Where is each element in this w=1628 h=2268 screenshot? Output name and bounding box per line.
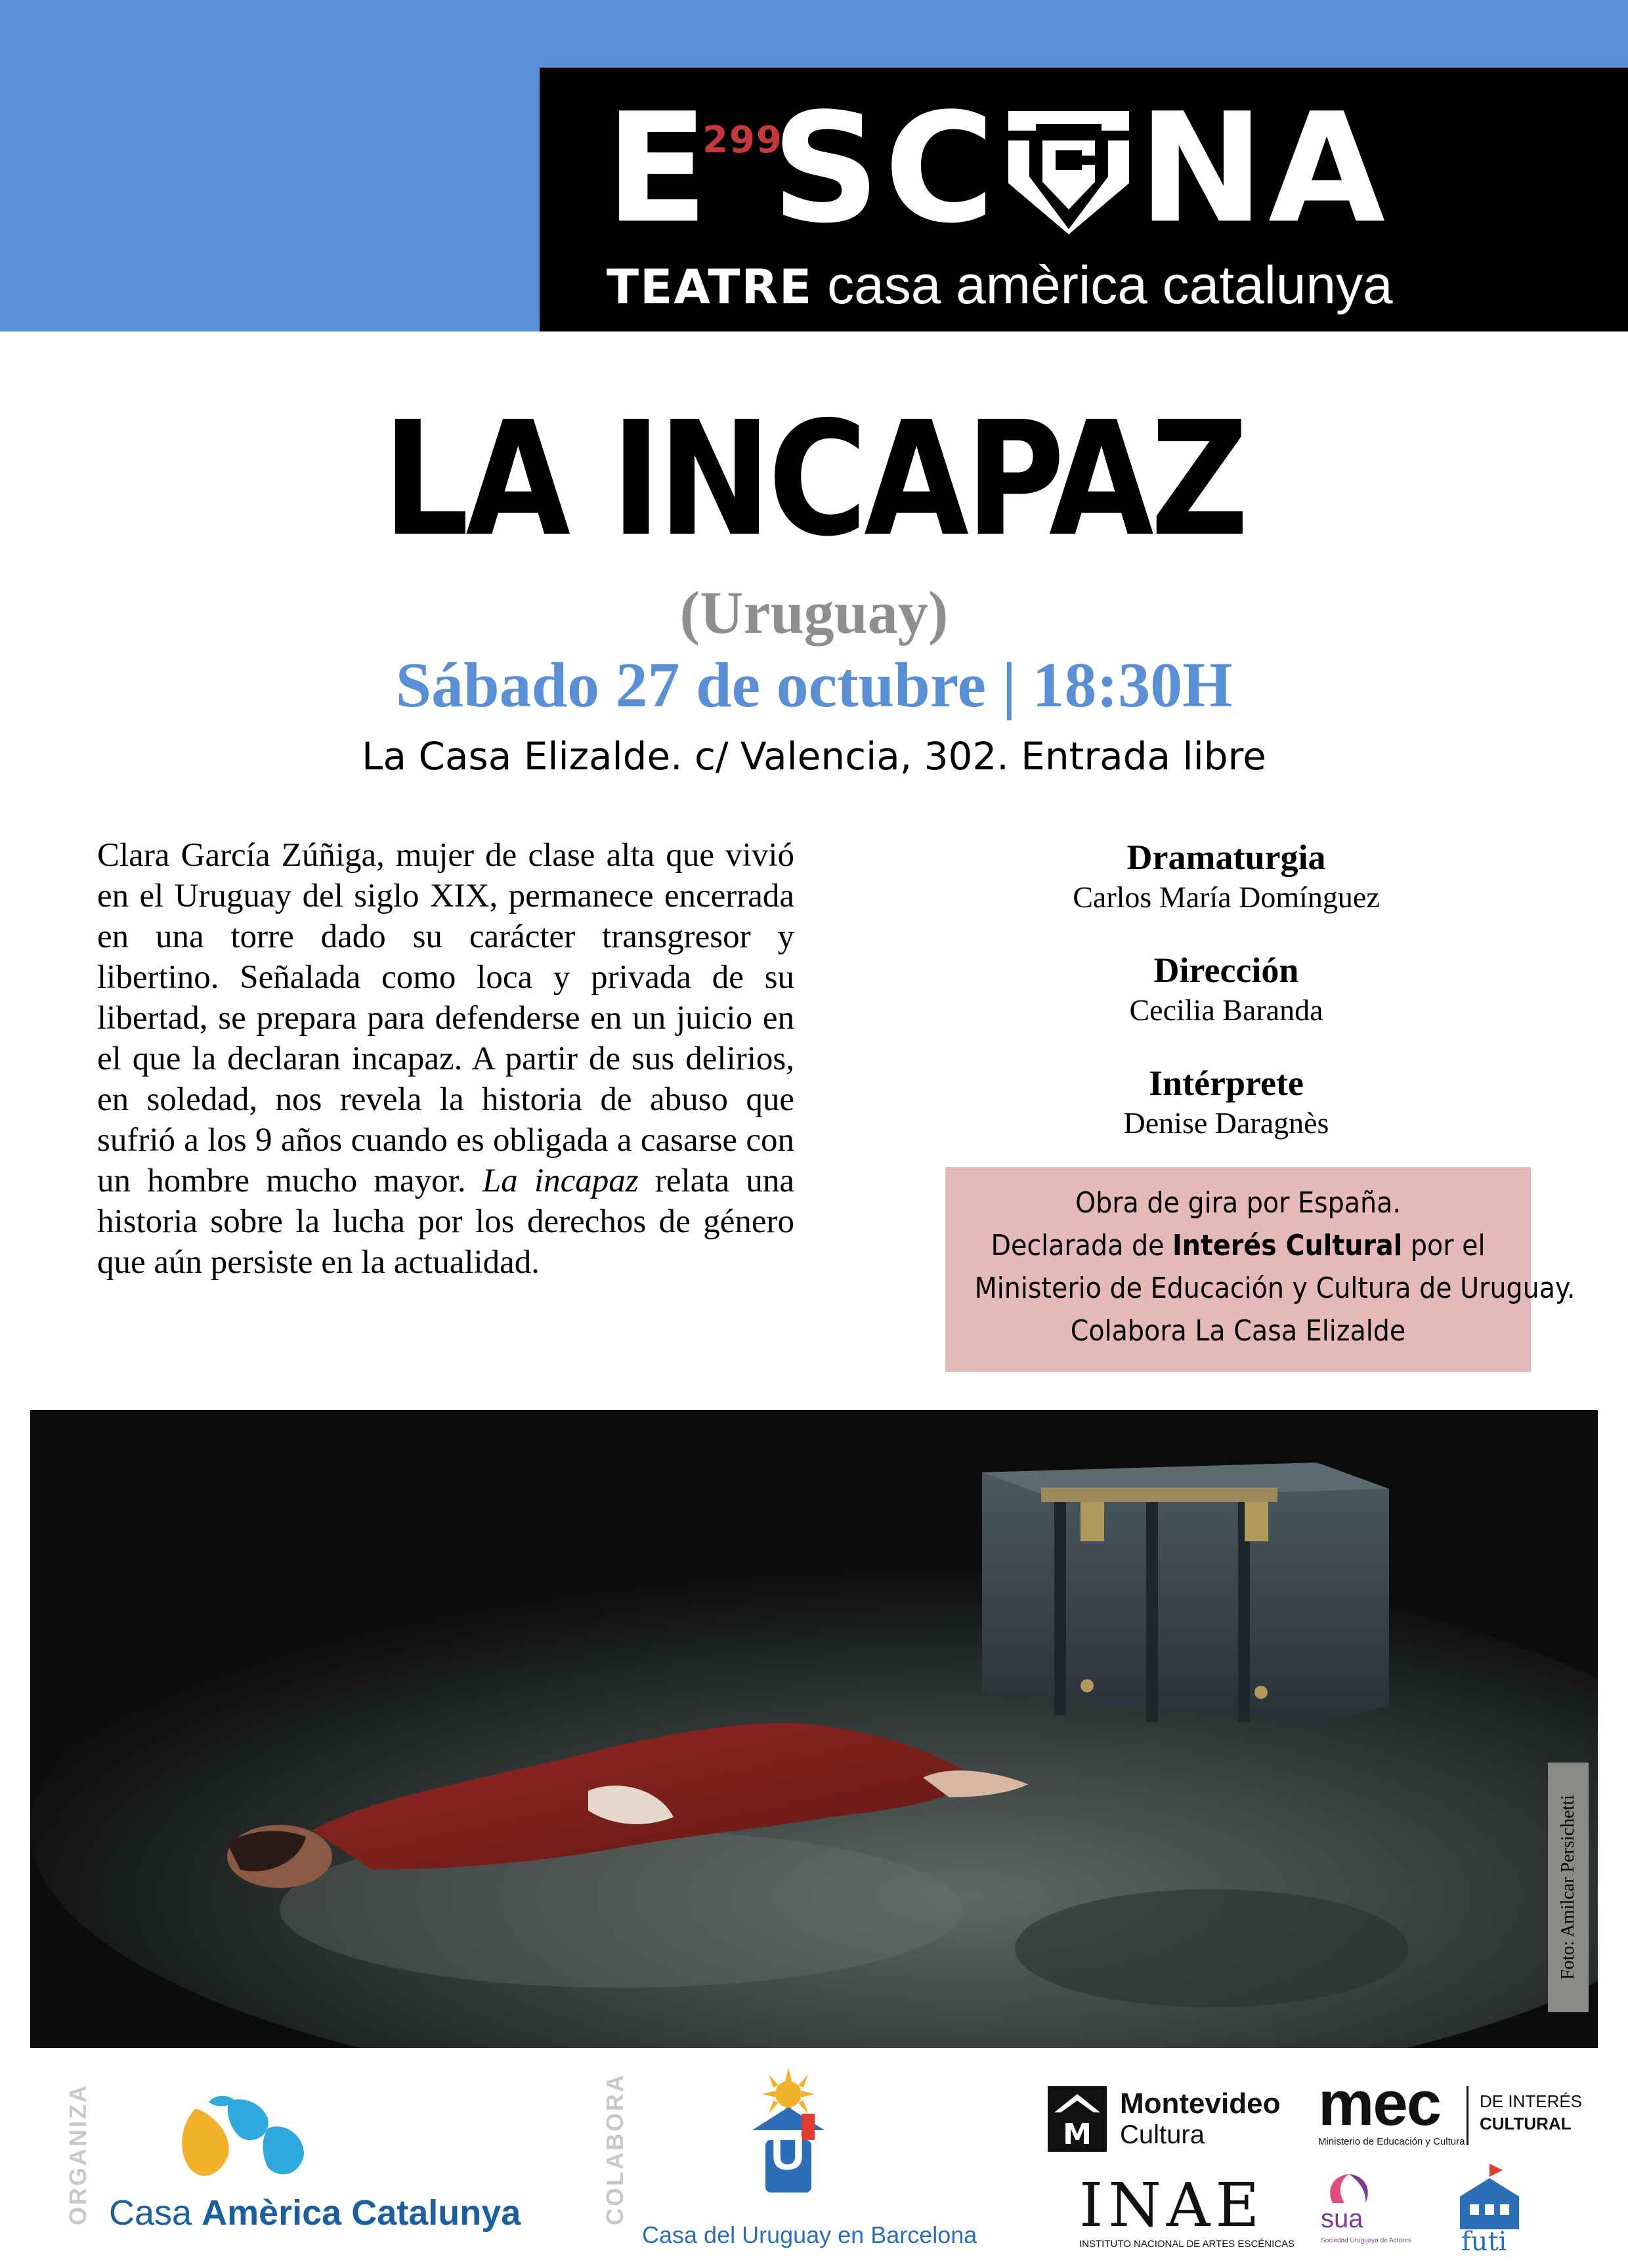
mec-logo: mec (1318, 2068, 1441, 2139)
note-line-3: Ministerio de Educación y Cultura de Uruguay. (974, 1272, 1575, 1305)
note-bold: Interés Cultural (1172, 1229, 1403, 1262)
credit-direccion (964, 949, 1489, 1029)
uruguay-caption: Casa del Uruguay en Barcelona (642, 2221, 977, 2248)
inae-sub: INSTITUTO NACIONAL DE ARTES ESCÉNICAS (1079, 2238, 1295, 2250)
photo-credit: Foto: Amilcar Persichetti (1548, 1763, 1589, 2012)
credit-interprete (964, 1062, 1489, 1142)
escena-glyph-icon (1003, 104, 1134, 236)
sua-logo-icon (1319, 2170, 1379, 2210)
cac-logo-icon (169, 2089, 314, 2194)
credit-role: Dirección (1153, 951, 1299, 990)
logo-letters-sc: SC (771, 81, 999, 257)
mec-right1: DE INTERÉS (1480, 2091, 1583, 2111)
logo-subtitle (607, 255, 1393, 316)
tour-note (945, 1167, 1575, 1372)
sua-logo: sua (1321, 2204, 1363, 2233)
montevideo-logo-icon (1048, 2086, 1107, 2152)
event-date-time: Sábado 27 de octubre | 18:30H (395, 650, 1233, 721)
credit-dramaturgia (964, 836, 1489, 916)
organiza-label: ORGANIZA (64, 2084, 91, 2225)
futi-logo: futi (1461, 2227, 1507, 2257)
logo-sub-rest: casa amèrica catalunya (827, 255, 1393, 315)
note-line-2: Declarada de Interés Cultural por el (991, 1229, 1486, 1262)
note-line-4: Colabora La Casa Elizalde (1070, 1314, 1406, 1348)
synopsis-part2: relata una historia sobre la lucha por los derechos de género que aún persiste en la actualidad. (97, 1163, 795, 1281)
logo-superscript: 299 (702, 119, 783, 161)
mec-sub: Ministerio de Educación y Cultura (1318, 2136, 1465, 2147)
credit-name: Cecilia Baranda (1129, 993, 1323, 1027)
credit-role: Intérprete (1149, 1063, 1304, 1103)
cac-name: Casa Amèrica Catalunya (109, 2193, 521, 2233)
logo-letter-e: E (605, 81, 713, 257)
colabora-label: COLABORA (601, 2073, 628, 2225)
event-venue: La Casa Elizalde. c/ Valencia, 302. Entrada libre (362, 734, 1266, 779)
montevideo-line2: Cultura (1120, 2120, 1205, 2149)
stage-photo (30, 1410, 1598, 2048)
synopsis-italic-title: La incapaz (482, 1163, 639, 1199)
synopsis (97, 835, 794, 1283)
logo-letters-na: NA (1138, 81, 1390, 257)
event-country: (Uruguay) (679, 579, 949, 646)
note-line-1: Obra de gira por España. (1075, 1186, 1402, 1220)
credit-name: Denise Daragnès (1123, 1106, 1329, 1140)
logo-sub-bold: TEATRE (607, 259, 813, 314)
sua-sub: Sociedad Uruguaya de Actores (1321, 2237, 1411, 2244)
credit-name: Carlos María Domínguez (1073, 880, 1380, 914)
escena-wordmark (605, 81, 1390, 257)
futi-logo-icon (1453, 2164, 1526, 2229)
montevideo-line1: Montevideo (1120, 2087, 1281, 2120)
inae-logo: INAE (1079, 2170, 1265, 2240)
header-divider (0, 332, 1628, 345)
credit-role: Dramaturgia (1126, 838, 1326, 877)
synopsis-part1: Clara García Zúñiga, mujer de clase alta que vivió en el Uruguay del siglo XIX, permanece encerrada en una torre dado su carácter transgresor y libertino. Señalada como loca y privada de su libertad, se prepara para defenderse en un juicio en el que la declaran incapaz. A partir de sus delirios, en soledad, nos revela la historia de abuso que sufrió a los 9 años cuando es obligada a casarse con un hombre mucho mayor. (97, 837, 794, 1199)
uruguay-letter: U (771, 2128, 805, 2180)
mec-divider (1467, 2086, 1468, 2145)
svg-text:M: M (1063, 2118, 1092, 2151)
mec-right2: CULTURAL (1480, 2114, 1572, 2133)
escena-logo (540, 68, 1628, 332)
event-title: LA INCAPAZ (383, 387, 1245, 571)
